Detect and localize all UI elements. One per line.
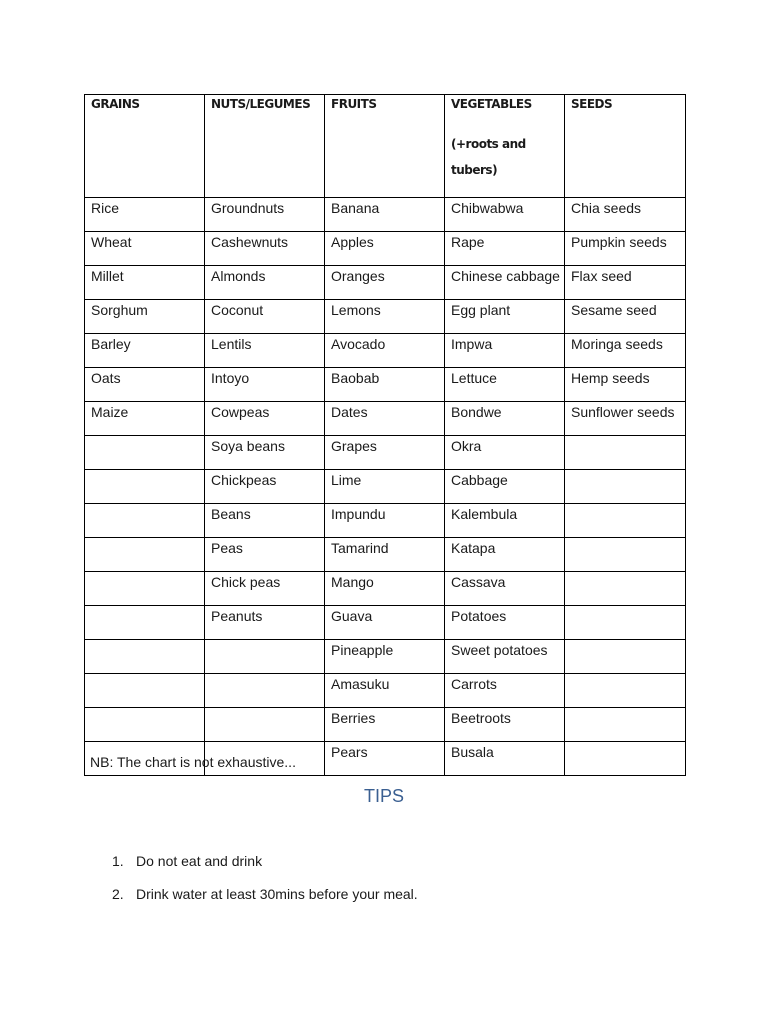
table-row [85,708,686,742]
table-cell [565,436,686,470]
header-grains [85,95,205,198]
header-seeds [565,95,686,198]
table-cell: Pumpkin seeds [565,232,686,266]
table-cell: Bondwe [445,402,565,436]
table-cell: Lemons [325,300,445,334]
table-cell: Cashewnuts [205,232,325,266]
table-cell [565,572,686,606]
table-cell: Chickpeas [205,470,325,504]
table-cell: Oats [85,368,205,402]
table-cell: Peanuts [205,606,325,640]
table-row [85,368,686,402]
table-cell: Carrots [445,674,565,708]
table-row [85,436,686,470]
table-cell [85,606,205,640]
table-cell: Hemp seeds [565,368,686,402]
tips-heading: TIPS [363,786,404,806]
table-cell: Okra [445,436,565,470]
header-label: FRUITS [331,97,377,111]
table-cell: Amasuku [325,674,445,708]
table-cell: Rice [85,198,205,232]
tip-item [112,885,418,918]
table-cell: Oranges [325,266,445,300]
table-cell: Katapa [445,538,565,572]
table-body [85,198,686,776]
table-cell: Pineapple [325,640,445,674]
table-row [85,572,686,606]
table-cell: Tamarind [325,538,445,572]
table-cell: Lime [325,470,445,504]
table-cell: Baobab [325,368,445,402]
table-cell: Soya beans [205,436,325,470]
tip-number: 2. [112,886,124,902]
table-cell: Intoyo [205,368,325,402]
table-cell [565,708,686,742]
table-cell: Beetroots [445,708,565,742]
table-cell: Busala [445,742,565,776]
table-cell [565,504,686,538]
table-cell: Pears [325,742,445,776]
table-cell: Wheat [85,232,205,266]
table-cell: Peas [205,538,325,572]
tips-list [112,852,418,918]
table-cell [565,606,686,640]
table-cell [85,640,205,674]
tip-item [112,852,418,885]
table-cell [565,538,686,572]
table-cell: Sweet potatoes [445,640,565,674]
table-cell [565,470,686,504]
header-label: NUTS/LEGUMES [211,97,311,111]
table-cell: Barley [85,334,205,368]
table-cell: Impundu [325,504,445,538]
table-cell: Chinese cabbage [445,266,565,300]
table-cell: Coconut [205,300,325,334]
table-cell [565,742,686,776]
table-header [85,95,686,198]
table-row [85,538,686,572]
table-row [85,470,686,504]
table-cell [205,708,325,742]
table-cell: Chick peas [205,572,325,606]
table-cell [85,674,205,708]
table-cell: Sesame seed [565,300,686,334]
table-cell: Flax seed [565,266,686,300]
table-row [85,232,686,266]
tip-text: Do not eat and drink [136,853,263,869]
table-cell: Berries [325,708,445,742]
table-cell: Guava [325,606,445,640]
header-label: SEEDS [571,97,613,111]
table-cell: Potatoes [445,606,565,640]
table-cell: Grapes [325,436,445,470]
header-fruits [325,95,445,198]
table-cell: Avocado [325,334,445,368]
table-cell: Chibwabwa [445,198,565,232]
table-cell: Sunflower seeds [565,402,686,436]
table-cell: Banana [325,198,445,232]
table-cell: Cabbage [445,470,565,504]
table-cell: Moringa seeds [565,334,686,368]
table-cell: Lettuce [445,368,565,402]
tip-text: Drink water at least 30mins before your meal. [136,886,418,902]
header-label: GRAINS [91,97,140,111]
table-row [85,402,686,436]
table-cell: Apples [325,232,445,266]
table-row [85,674,686,708]
table-cell: Beans [205,504,325,538]
food-groups-table [84,94,686,776]
table-row [85,640,686,674]
table-cell: Groundnuts [205,198,325,232]
table-row [85,504,686,538]
table-row [85,198,686,232]
table-cell: Rape [445,232,565,266]
table-cell: Cowpeas [205,402,325,436]
header-nuts-legumes [205,95,325,198]
table-cell: Maize [85,402,205,436]
table-row [85,266,686,300]
table-cell: Chia seeds [565,198,686,232]
table-cell [205,674,325,708]
table-cell: Egg plant [445,300,565,334]
table-cell [85,436,205,470]
table-note: NB: The chart is not exhaustive... [90,754,296,770]
table-cell [565,640,686,674]
header-vegetables [445,95,565,198]
table-row [85,334,686,368]
header-row [85,95,686,198]
table-cell: Kalembula [445,504,565,538]
table-cell: Dates [325,402,445,436]
table-cell: Impwa [445,334,565,368]
table-row [85,606,686,640]
header-label: VEGETABLES [451,97,532,111]
table-cell [565,674,686,708]
table-cell [205,640,325,674]
tip-number: 1. [112,853,124,869]
table-cell: Millet [85,266,205,300]
header-sublabel: (+roots and tubers) [451,137,526,177]
table-row [85,300,686,334]
table-cell [85,538,205,572]
table-cell [85,572,205,606]
table-cell [85,470,205,504]
table-cell: Sorghum [85,300,205,334]
table-cell [85,708,205,742]
table-cell: Mango [325,572,445,606]
table-cell: Lentils [205,334,325,368]
table-cell: Cassava [445,572,565,606]
table-cell: Almonds [205,266,325,300]
table-cell [85,504,205,538]
